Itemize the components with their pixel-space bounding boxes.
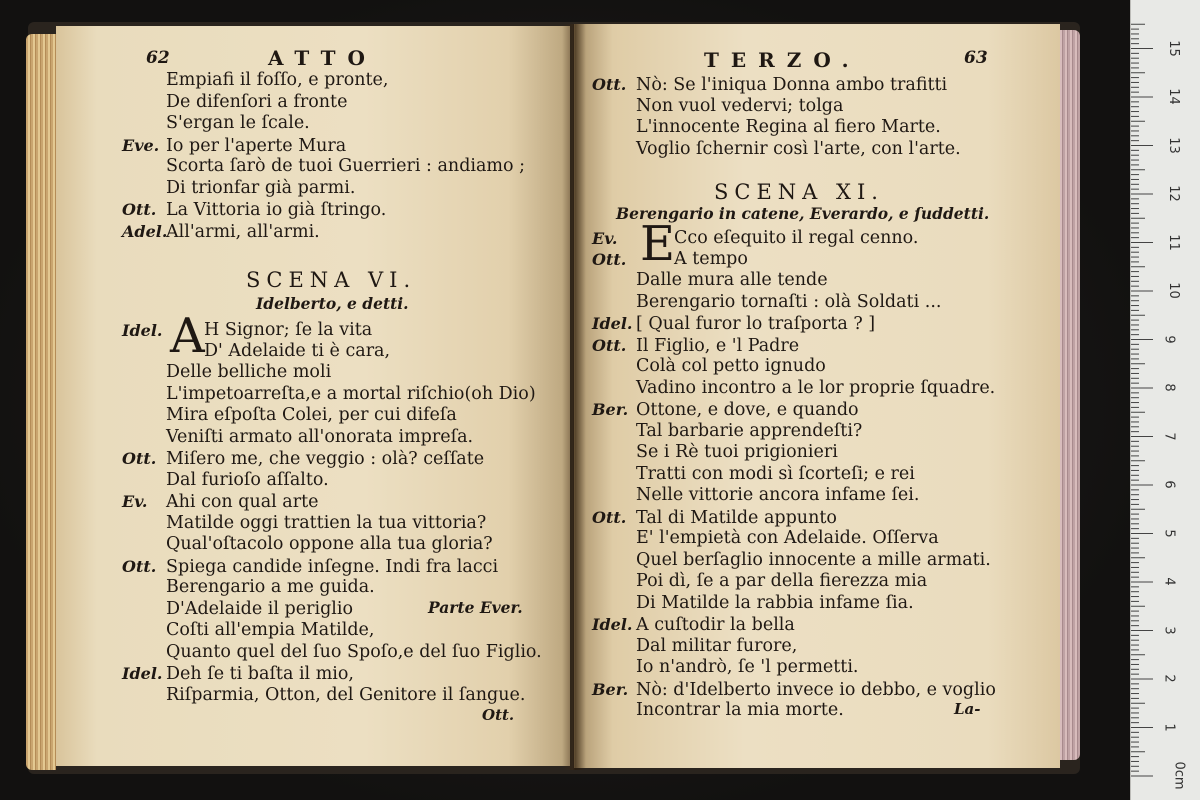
ruler-number: 3 [1161,625,1177,635]
verse-text: Ahi con qual arte [166,492,319,512]
right-line [636,292,941,313]
ruler-number: 0cm [1171,761,1187,790]
verse-text: Nelle vittorie ancora infame ſei. [636,485,920,505]
right-running-head: TERZO. [704,48,861,72]
ruler-number: 5 [1161,528,1177,538]
verse-text: Voglio ſchernir così l'arte, con l'arte. [636,138,961,159]
right-line [636,700,844,721]
left-line [166,470,329,491]
left-line [166,362,331,383]
verse-text: Matilde oggi trattien la tua vittoria? [166,512,487,533]
verse-text: Miſero me, che veggio : olà? ceſſate [166,449,485,469]
verse-text: Veniſti armato all'onorata impreſa. [166,426,474,447]
right-dropcap-letter: E [640,216,676,272]
left-line [166,685,525,706]
verse-text: Scorta ſarò de tuoi Guerrieri : andiamo ; [166,156,526,176]
right-line [636,550,991,571]
ruler-number: 8 [1161,383,1177,392]
left-running-head: ATTO [268,46,377,70]
left-line [122,221,320,243]
right-line [636,485,919,506]
verse-text: Mira eſpoſta Colei, per cui difeſa [166,405,457,425]
left-line [166,113,310,134]
verse-text: Delle belliche moli [166,362,332,382]
right-line [636,571,927,592]
right-page-number: 63 [964,48,988,68]
verse-text: Berengario tornaſti : olà Soldati ... [636,291,942,312]
right-line [592,74,947,96]
speaker-label: Ev. [122,492,148,511]
left-page-edges [26,34,56,770]
speaker-label: Ott. [122,556,157,576]
ruler-number: 15 [1165,39,1181,57]
right-line [636,378,995,399]
left-line [166,642,542,663]
left-line [122,556,498,578]
verse-text: De difenſori a fronte [166,91,348,112]
left-page-number: 62 [146,48,170,68]
ruler-number: 4 [1161,577,1177,586]
verse-text: Di Matilde la rabbia infame ſia. [636,592,914,613]
left-stage-direction: Idelberto, e detti. [256,294,409,313]
verse-text: Di trionfar già parmi. [166,177,356,198]
left-catchword: Ott. [482,706,515,724]
left-line [166,534,493,555]
verse-text: Colà col petto ignudo [636,356,826,376]
verse-text: Deh ſe ti baſta il mio, [166,664,354,684]
verse-text: Nò: d'Idelberto invece io debbo, e voglio [636,679,996,700]
left-dropcap-letter: A [170,308,205,364]
left-dropcap-line1: H Signor; ſe la vita [204,320,373,340]
verse-text: Se i Rè tuoi prigionieri [636,442,838,462]
right-line [636,657,859,678]
verse-text: Coſti all'empia Matilde, [166,620,375,640]
verse-text: Berengario a me guida. [166,577,375,597]
speaker-label: Ott. [122,449,157,468]
left-line [166,427,473,448]
left-line [122,448,484,470]
measurement-ruler [1130,0,1200,800]
ruler-ticks [1131,0,1200,800]
verse-text: Quel berſaglio innocente a mille armati. [636,549,991,570]
verse-text: Dal furioſo aſſalto. [166,469,329,490]
right-line [592,313,875,335]
right-scene-title: SCENA XI. [714,180,884,204]
verse-text: Spiega candide inſegne. Indi fra lacci [166,556,499,577]
speaker-label: Ott. [122,200,157,219]
verse-text: Non vuol vedervi; tolga [636,95,844,116]
verse-text: Qual'oſtacolo oppone alla tua gloria? [166,534,493,554]
speaker-label: Idel. [122,664,163,683]
speaker-label: Adel. [122,221,168,241]
left-line [122,199,386,221]
verse-text: Tratti con modi sì ſcorteſi; e rei [636,463,915,484]
left-scene-title: SCENA VI. [246,268,417,292]
verse-text: Io per l'aperte Mura [166,135,347,156]
speaker-label: Ott. [592,335,627,355]
right-line [636,96,843,117]
right-line [636,636,797,657]
left-line [166,178,355,199]
left-line [122,663,354,685]
verse-text: D'Adelaide il periglio [166,598,353,619]
verse-text: All'armi, all'armi. [166,221,320,242]
right-line [636,528,939,549]
left-line [166,577,375,598]
left-aside: Parte Ever. [428,598,523,617]
left-line [166,620,374,641]
verse-text: Il Figlio, e 'l Padre [636,335,800,356]
left-line [166,92,347,113]
right-stage-direction: Berengario in catene, Everardo, e ſuddetti. [616,204,990,223]
right-line [592,507,837,529]
ruler-number: 1 [1161,722,1177,732]
verse-text: E' l'empietà con Adelaide. Oſſerva [636,528,939,548]
speaker-label: Ber. [592,400,629,419]
right-line [636,356,826,377]
verse-text: Vadino incontro a le lor proprie ſquadre. [636,377,996,398]
verse-text: Incontrar la mia morte. [636,700,844,720]
verse-text: Poi dì, ſe a par della fierezza mia [636,571,928,591]
right-page-edges [1058,30,1080,760]
verse-text: Riſparmia, Otton, del Genitore il ſangue. [166,684,526,705]
verse-text: Io n'andrò, ſe 'l permetti. [636,657,859,677]
verse-text: Quanto quel del ſuo Spoſo,e del ſuo Figlio. [166,641,542,662]
left-line [166,70,388,91]
right-line [592,399,859,421]
left-dropcap-speaker: Idel. [122,321,163,340]
ruler-number: 10 [1165,282,1181,299]
verse-text: L'innocente Regina al fiero Marte. [636,117,941,137]
verse-text: A cuſtodir la bella [636,615,795,635]
verse-text: S'ergan le ſcale. [166,113,310,133]
left-line [166,513,486,534]
right-line [636,139,961,160]
left-line [166,405,457,426]
ruler-number: 6 [1161,480,1177,489]
verse-text: Nò: Se l'iniqua Donna ambo trafitti [636,75,948,95]
verse-text: Tal di Matilde appunto [636,507,837,528]
ruler-number: 14 [1165,88,1181,105]
left-line [166,156,525,177]
right-catchword: La- [954,700,981,718]
left-line [122,135,346,157]
right-dropcap-speaker2: Ott. [592,250,627,269]
verse-text: L'impetoarreſta,e a mortal riſchio(oh Dio) [166,383,536,404]
ruler-number: 13 [1165,136,1181,154]
verse-text: Dal militar furore, [636,635,798,656]
right-line [636,117,941,138]
speaker-label: Idel. [592,615,633,634]
speaker-label: Ott. [592,507,627,527]
verse-text: Ottone, e dove, e quando [636,400,859,420]
ruler-number: 12 [1165,185,1181,202]
left-page [56,26,570,766]
ruler-number: 7 [1161,431,1177,441]
right-line [592,614,795,636]
speaker-label: Ber. [592,679,629,699]
ruler-number: 11 [1165,233,1181,251]
right-line [636,270,828,291]
right-line [636,593,914,614]
right-page [574,24,1060,768]
left-dropcap-line2: D' Adelaide ti è cara, [204,341,391,361]
right-dropcap-line2: A tempo [674,249,748,269]
right-line [592,679,996,701]
verse-text: La Vittoria io già ſtringo. [166,200,387,220]
speaker-label: Idel. [592,314,633,333]
right-line [592,335,799,357]
right-dropcap-line1: Cco eſequito il regal cenno. [674,228,919,248]
verse-text: [ Qual furor lo traſporta ? ] [636,314,876,334]
verse-text: Dalle mura alle tende [636,270,828,290]
ruler-number: 9 [1161,334,1177,344]
right-line [636,464,915,485]
left-line [166,599,353,620]
verse-text: Tal barbarie apprendeſti? [636,420,863,441]
book-gutter [562,24,586,770]
right-line [636,442,838,463]
left-line [122,491,319,513]
right-line [636,421,862,442]
verse-text: Empiafi il foſſo, e pronte, [166,70,389,90]
right-dropcap-speaker: Ev. [592,229,618,248]
ruler-number: 2 [1161,674,1177,683]
speaker-label: Eve. [122,135,160,155]
left-line [166,384,536,405]
speaker-label: Ott. [592,75,627,94]
